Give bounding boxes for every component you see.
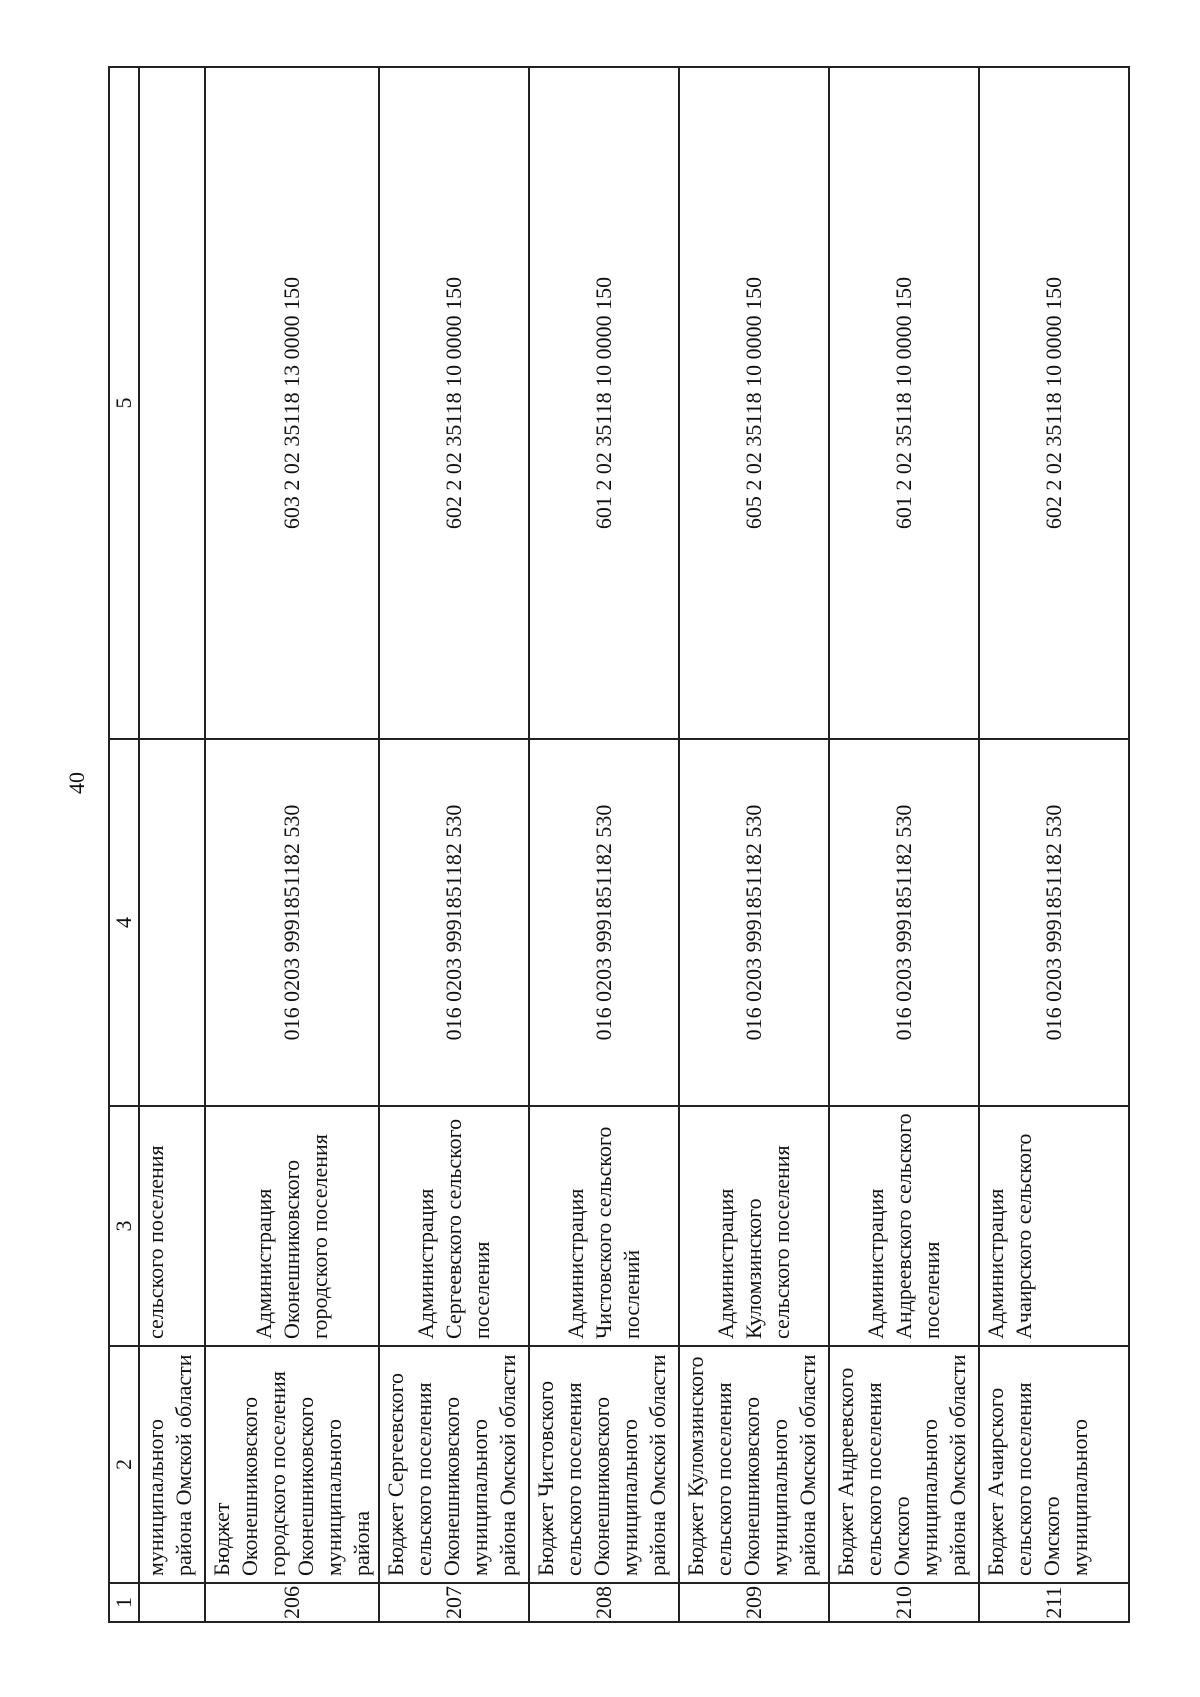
document-table-container xyxy=(108,68,1092,1623)
admin-cell: Администрация Куломзинского сельского поселения xyxy=(679,1106,829,1346)
document-table xyxy=(108,66,1130,1623)
table-row xyxy=(205,67,379,1622)
row-number: 207 xyxy=(379,1583,529,1622)
header-cell-1: 1 xyxy=(109,1583,139,1622)
code2-cell: 602 2 02 35118 10 0000 150 xyxy=(379,67,529,739)
row-number: 211 xyxy=(979,1583,1129,1622)
code1-cell: 016 0203 9991851182 530 xyxy=(205,739,379,1106)
code1-cell: 016 0203 9991851182 530 xyxy=(529,739,679,1106)
code2-cell: 603 2 02 35118 13 0000 150 xyxy=(205,67,379,739)
table-row xyxy=(529,67,679,1622)
code2-cell: 602 2 02 35118 10 0000 150 xyxy=(979,67,1129,739)
budget-cell: муниципального района Омской области xyxy=(139,1346,205,1583)
table-row xyxy=(379,67,529,1622)
table-row xyxy=(679,67,829,1622)
code2-cell: 601 2 02 35118 10 0000 150 xyxy=(529,67,679,739)
code1-cell: 016 0203 9991851182 530 xyxy=(679,739,829,1106)
header-cell-2: 2 xyxy=(109,1346,139,1583)
budget-cell: Бюджет Сергеевского сельского поселения Оконешниковского муниципального района Омской области xyxy=(379,1346,529,1583)
row-number: 209 xyxy=(679,1583,829,1622)
budget-cell: Бюджет Андреевского сельского поселения Омского муниципального района Омской области xyxy=(829,1346,979,1583)
header-cell-5: 5 xyxy=(109,67,139,739)
row-number: 206 xyxy=(205,1583,379,1622)
admin-cell: Администрация Андреевского сельского поселения xyxy=(829,1106,979,1346)
page-number: 40 xyxy=(64,772,89,794)
budget-cell: Бюджет Оконешниковского городского поселения Оконешниковского муниципального района xyxy=(205,1346,379,1583)
header-cell-4: 4 xyxy=(109,739,139,1106)
admin-cell: Администрация Ачаирского сельского xyxy=(979,1106,1129,1346)
budget-cell: Бюджет Куломзинского сельского поселения Оконешниковского муниципального района Омской области xyxy=(679,1346,829,1583)
code2-cell xyxy=(139,67,205,739)
budget-cell: Бюджет Чистовского сельского поселения Оконешниковского муниципального района Омской области xyxy=(529,1346,679,1583)
code2-cell: 605 2 02 35118 10 0000 150 xyxy=(679,67,829,739)
admin-cell: Администрация Оконешниковского городского поселения xyxy=(205,1106,379,1346)
budget-cell: Бюджет Ачаирского сельского поселения Омского муниципального xyxy=(979,1346,1129,1583)
table-row-continuation xyxy=(139,67,205,1622)
header-cell-3: 3 xyxy=(109,1106,139,1346)
code2-cell: 601 2 02 35118 10 0000 150 xyxy=(829,67,979,739)
table-row xyxy=(979,67,1129,1622)
table-row xyxy=(829,67,979,1622)
admin-cell: сельского поселения xyxy=(139,1106,205,1346)
row-number xyxy=(139,1583,205,1622)
admin-cell: Администрация Чистовского сельского послений xyxy=(529,1106,679,1346)
row-number: 210 xyxy=(829,1583,979,1622)
code1-cell xyxy=(139,739,205,1106)
admin-cell: Администрация Сергеевского сельского поселения xyxy=(379,1106,529,1346)
table-header-row xyxy=(109,67,139,1622)
code1-cell: 016 0203 9991851182 530 xyxy=(829,739,979,1106)
code1-cell: 016 0203 9991851182 530 xyxy=(379,739,529,1106)
code1-cell: 016 0203 9991851182 530 xyxy=(979,739,1129,1106)
row-number: 208 xyxy=(529,1583,679,1622)
